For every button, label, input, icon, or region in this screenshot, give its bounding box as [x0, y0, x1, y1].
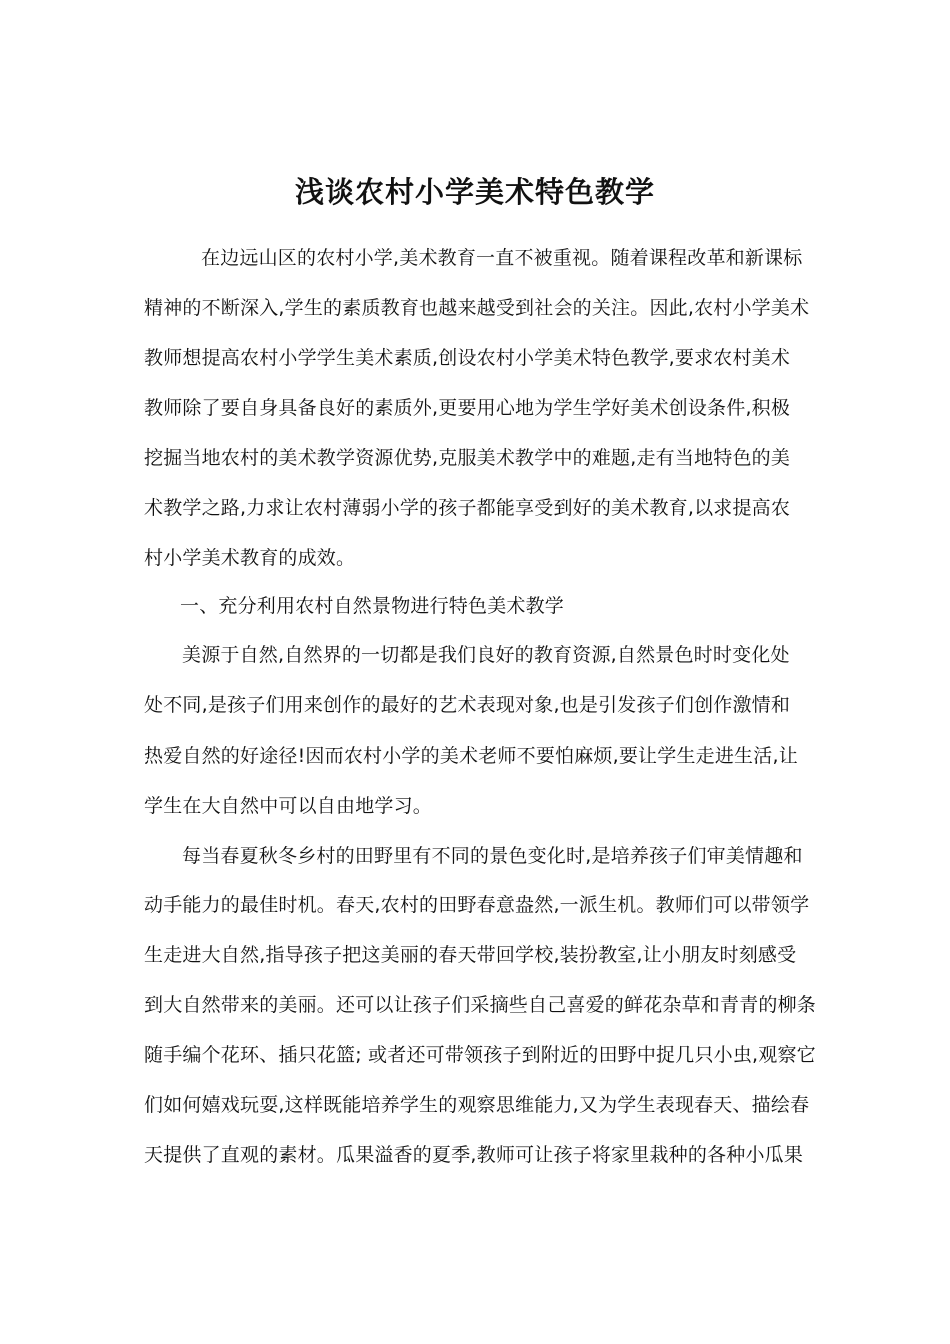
paragraph-line: 生走进大自然,指导孩子把这美丽的春天带回学校,装扮教室,让小朋友时刻感受 [144, 944, 797, 966]
paragraph-line: 们如何嬉戏玩耍,这样既能培养学生的观察思维能力,又为学生表现春天、描绘春 [144, 1094, 810, 1116]
paragraph-line: 教师除了要自身具备良好的素质外,更要用心地为学生学好美术创设条件,积极 [144, 397, 791, 419]
paragraph-line: 术教学之路,力求让农村薄弱小学的孩子都能享受到好的美术教育,以求提高农 [144, 497, 791, 519]
paragraph-line: 到大自然带来的美丽。还可以让孩子们采摘些自己喜爱的鲜花杂草和青青的柳条 [144, 994, 817, 1016]
paragraph-line: 美源于自然,自然界的一切都是我们良好的教育资源,自然景色时时变化处 [182, 644, 790, 666]
section-heading: 一、充分利用农村自然景物进行特色美术教学 [180, 595, 565, 617]
paragraph-line: 学生在大自然中可以自由地学习。 [144, 795, 433, 817]
paragraph-line: 精神的不断深入,学生的素质教育也越来越受到社会的关注。因此,农村小学美术 [144, 297, 810, 319]
paragraph-line: 热爱自然的好途径!因而农村小学的美术老师不要怕麻烦,要让学生走进生活,让 [144, 745, 798, 767]
paragraph-line: 随手编个花环、插只花篮; 或者还可带领孩子到附近的田野中捉几只小虫,观察它 [144, 1044, 816, 1066]
paragraph-line: 教师想提高农村小学学生美术素质,创设农村小学美术特色教学,要求农村美术 [144, 347, 791, 369]
document-title: 浅谈农村小学美术特色教学 [294, 175, 655, 209]
paragraph-line: 处不同,是孩子们用来创作的最好的艺术表现对象,也是引发孩子们创作激情和 [144, 694, 791, 716]
paragraph-line: 每当春夏秋冬乡村的田野里有不同的景色变化时,是培养孩子们审美情趣和 [182, 845, 803, 867]
paragraph-line: 在边远山区的农村小学,美术教育一直不被重视。随着课程改革和新课标 [201, 247, 803, 269]
paragraph-line: 村小学美术教育的成效。 [144, 547, 356, 569]
paragraph-line: 动手能力的最佳时机。春天,农村的田野春意盎然,一派生机。教师们可以带领学 [144, 894, 810, 916]
paragraph-line: 天提供了直观的素材。瓜果溢香的夏季,教师可让孩子将家里栽种的各种小瓜果 [144, 1144, 804, 1166]
paragraph-line: 挖掘当地农村的美术教学资源优势,克服美术教学中的难题,走有当地特色的美 [144, 447, 791, 469]
